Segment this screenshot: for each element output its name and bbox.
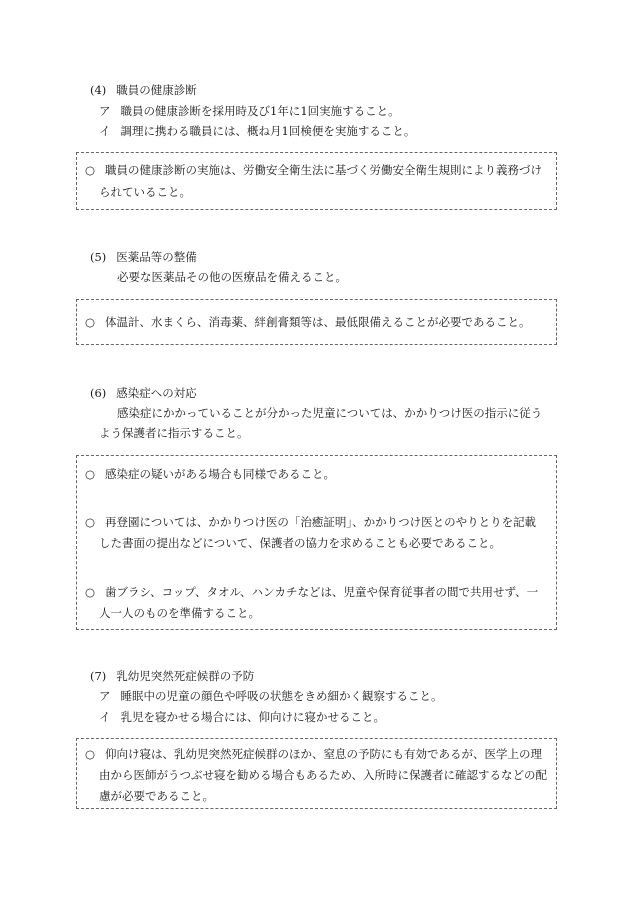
section-number: (4) xyxy=(90,83,107,97)
note-mark: ○ xyxy=(85,467,96,481)
section-7-heading xyxy=(90,669,254,684)
note-line xyxy=(85,163,542,178)
note-line: 慮が必要であること。 xyxy=(99,789,214,803)
section-6-heading xyxy=(90,386,197,401)
item-text: 職員の健康診断を採用時及び1年に1回実施すること。 xyxy=(120,104,400,118)
item-mark: ア xyxy=(99,104,111,118)
note-mark: ○ xyxy=(85,315,96,329)
section-4-heading xyxy=(90,83,197,98)
section-5-heading xyxy=(90,250,197,265)
note-line xyxy=(85,515,536,530)
section-number: (6) xyxy=(90,386,107,400)
list-item xyxy=(99,689,443,704)
note-text: 再登園については、かかりつけ医の「治癒証明」、かかりつけ医とのやりとりを記載 xyxy=(105,515,537,529)
note-text: 職員の健康診断の実施は、労働安全衛生法に基づく労働安全衛生規則により義務づけ xyxy=(105,163,543,177)
note-line xyxy=(85,315,531,330)
note-mark: ○ xyxy=(85,163,96,177)
note-text: 体温計、水まくら、消毒薬、絆創膏類等は、最低限備えることが必要であること。 xyxy=(105,315,531,329)
note-box xyxy=(76,738,557,809)
note-text: 感染症の疑いがある場合も同様であること。 xyxy=(105,467,336,481)
note-line xyxy=(85,747,542,762)
section-body: 必要な医薬品その他の医療品を備えること。 xyxy=(117,270,347,284)
section-title: 医薬品等の整備 xyxy=(116,250,197,264)
list-item xyxy=(99,104,400,119)
item-mark: イ xyxy=(99,124,111,138)
note-box xyxy=(76,455,557,630)
note-line: られていること。 xyxy=(99,185,191,199)
note-line xyxy=(85,585,538,600)
item-mark: ア xyxy=(99,689,111,703)
note-box xyxy=(76,299,557,345)
section-number: (7) xyxy=(90,669,107,683)
section-title: 職員の健康診断 xyxy=(116,83,197,97)
note-text: 歯ブラシ、コップ、タオル、ハンカチなどは、児童や保育従事者の間で共用せず、一 xyxy=(105,585,539,599)
note-text: 仰向け寝は、乳幼児突然死症候群のほか、窒息の予防にも有効であるが、医学上の理 xyxy=(105,747,543,761)
section-number: (5) xyxy=(90,250,107,264)
note-mark: ○ xyxy=(85,585,96,599)
item-text: 乳児を寝かせる場合には、仰向けに寝かせること。 xyxy=(120,710,385,724)
list-item xyxy=(99,710,385,725)
section-body: 感染症にかかっていることが分かった児童については、かかりつけ医の指示に従う xyxy=(117,406,543,420)
note-line: 由から医師がうつぶせ寝を勧める場合もあるため、入所時に保護者に確認するなどの配 xyxy=(99,768,548,782)
section-title: 乳幼児突然死症候群の予防 xyxy=(116,669,255,683)
section-body: よう保護者に指示すること。 xyxy=(99,426,249,440)
note-mark: ○ xyxy=(85,515,96,529)
note-mark: ○ xyxy=(85,747,96,761)
list-item xyxy=(99,124,415,139)
item-text: 調理に携わる職員には、概ね月1回検便を実施すること。 xyxy=(120,124,416,138)
item-mark: イ xyxy=(99,710,111,724)
note-line: した書面の提出などについて、保護者の協力を求めることも必要であること。 xyxy=(99,536,502,550)
section-title: 感染症への対応 xyxy=(116,386,197,400)
item-text: 睡眠中の児童の顔色や呼吸の状態をきめ細かく観察すること。 xyxy=(120,689,443,703)
note-box xyxy=(76,152,557,210)
note-line xyxy=(85,467,335,482)
note-line: 人一人のものを準備すること。 xyxy=(99,606,260,620)
